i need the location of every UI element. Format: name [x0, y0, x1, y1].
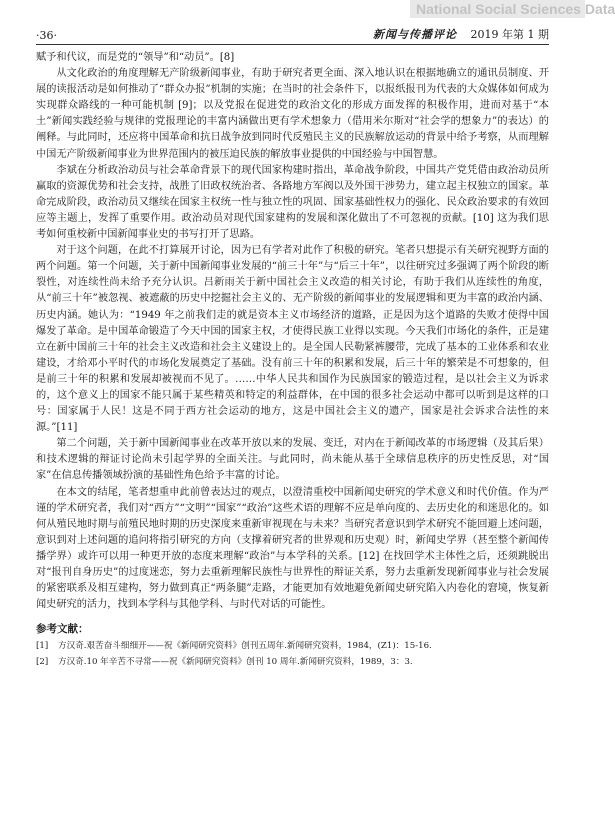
reference-item: [36, 655, 549, 669]
paragraph: 第二个问题，关于新中国新闻事业在改革开放以来的发展、变迁，对内在于新闻改革的市场逻辑（及其后果）和技术逻辑的辩证讨论尚未引起学界的全面关注。与此同时，尚未能从基于全球信息秩序的历史性反思，对“国家”在信息传播领域扮演的基础性角色给予丰富的讨论。: [36, 438, 549, 482]
reference-number: [1]: [36, 641, 49, 652]
reference-item: [36, 639, 549, 653]
references-title: 参考文献：: [36, 623, 89, 636]
issue-label: 2019 年第 1 期: [470, 28, 549, 41]
paragraph: 李斌在分析政治动员与社会革命背景下的现代国家构建时指出，革命战争阶段，中国共产党凭借由政治动员所赢取的资源优势和社会支持，战胜了旧政权统治者、各路地方军阀以及外国干涉势力，建立起主权独立的国家。革命完成阶段，政治动员又继续在国家主权统一性与独立性的巩固、国家基础性权力的强化、民众政治要求的有效回应等主题上，发挥了重要作用。政治动员对现代国家建构的发展和深化做出了不可忽视的贡献。[10] 这为我们思考如何重校新中国新闻事业史的书写打开了思路。: [36, 164, 549, 241]
page-header: [36, 22, 549, 45]
paragraph: 对于这个问题，在此不打算展开讨论，因为已有学者对此作了积极的研究。笔者只想提示有关研究视野方面的两个问题。第一个问题，关于新中国新闻事业发展的“前三十年”与“后三十年”，以往研究过多强调了两个阶段的断裂性，对连续性尚未给予充分认识。吕新雨关于新中国社会主义改造的相关讨论，有助于我们从连续性的角度，从“前三十年”被忽视、被遮蔽的历史中挖掘社会主义的、无产阶级的新闻事业的发展逻辑和更为丰富的政治内涵、历史内涵。她认为：“1949 年之前我们走的就是资本主义市场经济的道路，正是因为这个道路的失败才使得中国爆发了革命。是中国革命锻造了今天中国的国家主权，才使得民族工业得以实现。今天我们市场化的条件，正是建立在新中国前三十年的社会主义改造和社会主义建设上的。是全国人民勒紧裤腰带，完成了基本的工业体系和农业建设，才给邓小平时代的市场化发展奠定了基础。没有前三十年的积累和发展，后三十年的繁荣是不可想象的，但是前三十年的积累和发展却被视而不见了。……中华人民共和国作为民族国家的锻造过程，是以社会主义为诉求的，这个意义上的国家不能只属于某些精英和特定的利益群体，在中国的很多社会运动中都可以听到是这样的口号：国家属于人民！这是不同于西方社会运动的地方，这是中国社会主义的遗产，国家是社会诉求合法性的来源。”[11]: [36, 245, 549, 434]
paragraph: 从文化政治的角度理解无产阶级新闻事业，有助于研究者更全面、深入地认识在根据地确立的通讯员制度、开展的读报活动是如何推动了“群众办报”机制的实施；在当时的社会条件下，以报纸报刊为代表的大众媒体如何成为实现群众路线的一种可能机制 [9]；以及党报在促进党的政治文化的形成方面发挥的积极作用，进而对基于“本土”新闻实践经验与规律的党报理论的丰富内涵做出更有学术想象力（借用米尔斯对“社会学的想象力”的表达）的阐释。与此同时，还应将中国革命和抗日战争放到同时代反殖民主义的民族解放运动的背景中给予考察，从而理解中国无产阶级新闻事业为世界范围内的被压迫民族的解放事业提供的中国经验与中国智慧。: [36, 68, 549, 160]
paragraph: 赋予和代议，而是党的“领导”和“动员”。[8]: [36, 52, 235, 63]
reference-text: 方汉奇.艰苦奋斗细细开——祝《新闻研究资料》创刊五周年.新闻研究资料，1984，(Z1)：15-16.: [58, 641, 432, 652]
reference-number: [2]: [36, 657, 49, 668]
journal-issue: [373, 26, 549, 42]
watermark: National Social Sciences Data: [410, 0, 585, 18]
article-body: [36, 50, 549, 669]
page-number: ·36·: [36, 29, 57, 42]
paragraph: 在本文的结尾，笔者想重申此前曾表达过的观点，以澄清重校中国新闻史研究的学术意义和时代价值。作为严谨的学术研究者，我们对“西方”“文明”“国家”“政治”这些术语的理解不应是单向度的、去历史化的和迷思化的。如何从殖民地时期与前殖民地时期的历史深度来重新审视现在与未来？当研究者意识到学术研究不能回避上述问题，意识到对上述问题的追问将指引研究的方向（支撑着研究者的世界观和历史观）时，新闻史学界（甚至整个新闻传播学界）或许可以用一种更开放的态度来理解“政治”与本学科的关系。[12] 在找回学术主体性之后，还须跳脱出对“报刊自身历史”的过度迷恋，努力去重新理解民族性与世界性的辩证关系，努力去重新发现新闻事业与社会发展的紧密联系及相互建构，努力做到真正“两条腿”走路，才能更加有效地避免新闻史研究陷入内卷化的窘境，恢复新闻史研究的活力，找到本学科与其他学科、与时代对话的可能性。: [36, 486, 549, 611]
reference-text: 方汉奇.10 年辛苦不寻常——祝《新闻研究资料》创刊 10 周年.新闻研究资料，1989，3：3.: [58, 657, 413, 668]
journal-name: 新闻与传播评论: [373, 28, 458, 41]
